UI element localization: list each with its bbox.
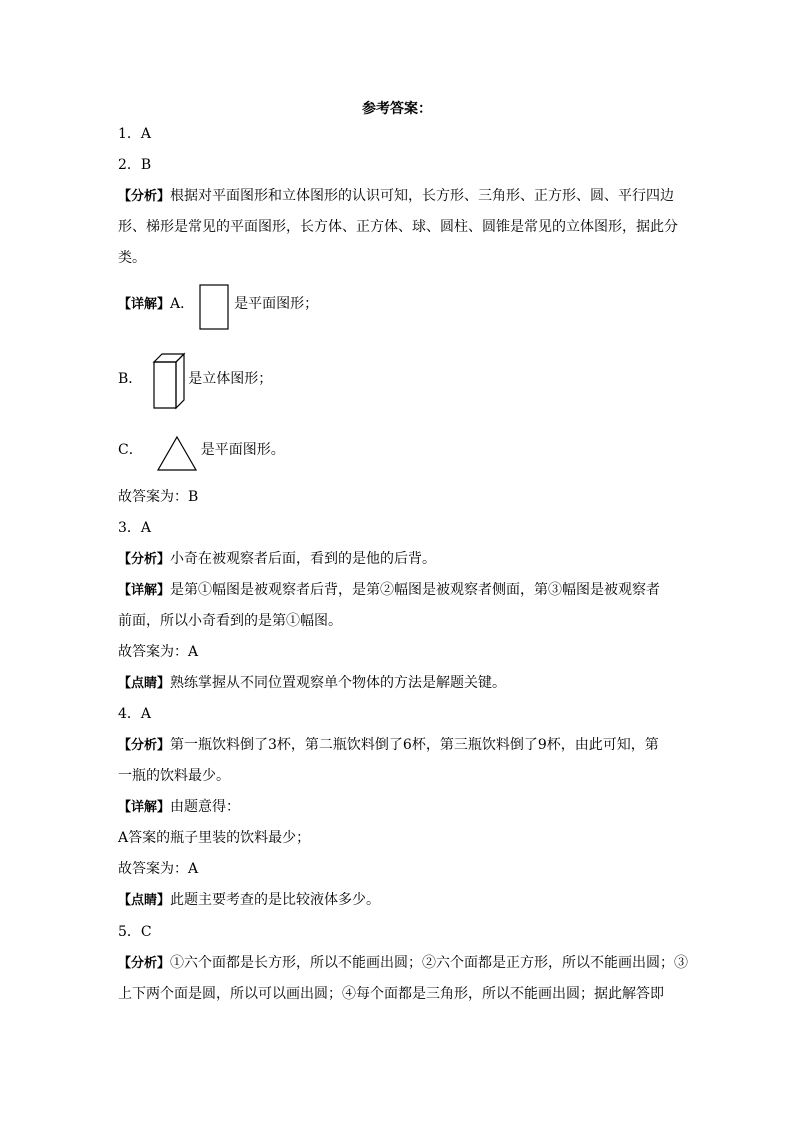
q3-analysis — [118, 549, 436, 570]
q4-detail-text: 由题意得： — [170, 799, 241, 815]
q2-detail-b — [118, 346, 272, 412]
q5-analysis-line-2: 上下两个面是圆，所以可以画出圆；④每个面都是三角形，所以不能画出圆；据此解答即 — [118, 986, 664, 1002]
detail-tag: 【详解】 — [118, 800, 171, 815]
q4-answer: 故答案为：A — [118, 861, 199, 877]
q4-detail-line-2: A答案的瓶子里装的饮料最少； — [118, 830, 311, 846]
q4-analysis-line-2: 一瓶的饮料最少。 — [118, 768, 230, 784]
q2-analysis-line-3: 类。 — [118, 250, 146, 266]
q5-analysis-text-1: ①六个面都是长方形，所以不能画出圆；②六个面都是正方形，所以不能画出圆；③ — [170, 955, 689, 971]
q2-detail-c-text: 是平面图形。 — [200, 442, 285, 458]
detail-tag: 【详解】 — [118, 297, 171, 312]
q2-analysis-line-1 — [118, 186, 674, 207]
comment-tag: 【点睛】 — [118, 893, 171, 908]
q3-detail-line-1 — [118, 580, 660, 601]
q2-detail-c — [118, 426, 285, 474]
answer-2: 2．B — [118, 157, 152, 173]
q3-detail-text-1: 是第①幅图是被观察者后背，是第②幅图是被观察者侧面，第③幅图是被观察者 — [170, 582, 661, 598]
q4-analysis-line-1 — [118, 735, 659, 756]
q3-comment — [118, 673, 506, 694]
q2-detail-b-prefix: B． — [118, 371, 143, 387]
analysis-tag: 【分析】 — [118, 738, 171, 753]
q3-comment-text: 熟练掌握从不同位置观察单个物体的方法是解题关键。 — [170, 675, 507, 691]
q2-detail-a-text: 是平面图形； — [234, 296, 319, 312]
answer-1: 1．A — [118, 126, 152, 142]
q4-comment — [118, 890, 380, 911]
q2-detail-b-text: 是立体图形； — [188, 371, 273, 387]
q2-detail-a-prefix: A． — [170, 296, 195, 312]
cuboid-icon — [152, 352, 188, 412]
analysis-tag: 【分析】 — [118, 189, 171, 204]
q2-detail-c-prefix: C． — [118, 442, 143, 458]
analysis-tag: 【分析】 — [118, 956, 171, 971]
q3-detail-line-2: 前面，所以小奇看到的是第①幅图。 — [118, 613, 342, 629]
answer-3: 3．A — [118, 520, 152, 536]
q3-answer: 故答案为：A — [118, 644, 199, 660]
q4-analysis-text-1: 第一瓶饮料倒了3杯，第二瓶饮料倒了6杯，第三瓶饮料倒了9杯，由此可知，第 — [170, 737, 659, 753]
q2-analysis-text-1: 根据对平面图形和立体图形的认识可知，长方形、三角形、正方形、圆、平行四边 — [170, 188, 675, 204]
rectangle-icon — [198, 283, 232, 333]
q4-comment-text: 此题主要考查的是比较液体多少。 — [170, 892, 381, 908]
q3-analysis-text: 小奇在被观察者后面，看到的是他的后背。 — [170, 551, 437, 567]
analysis-tag: 【分析】 — [118, 552, 171, 567]
answer-4: 4．A — [118, 706, 152, 722]
q4-detail — [118, 797, 240, 818]
q2-answer: 故答案为：B — [118, 489, 199, 505]
detail-tag: 【详解】 — [118, 583, 171, 598]
q2-analysis-line-2: 形、梯形是常见的平面图形，长方体、正方体、球、圆柱、圆锥是常见的立体图形，据此分 — [118, 219, 678, 235]
q5-analysis-line-1 — [118, 953, 688, 974]
q2-detail-a — [118, 276, 318, 332]
answer-5: 5．C — [118, 924, 152, 940]
comment-tag: 【点睛】 — [118, 676, 171, 691]
triangle-icon — [155, 434, 199, 474]
page-title: 参考答案： — [362, 101, 432, 117]
